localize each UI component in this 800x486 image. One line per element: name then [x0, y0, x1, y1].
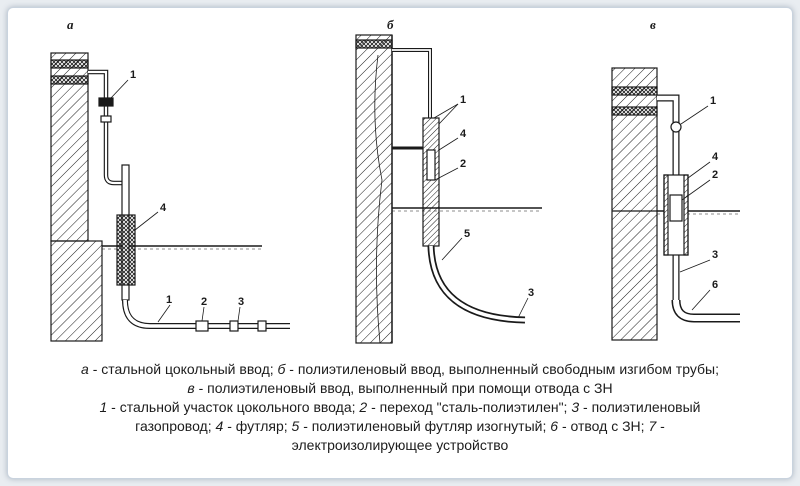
caption-line-5: электроизолирующее устройство: [291, 437, 509, 453]
steel-pipe-a-inner: [88, 72, 124, 183]
caption-num-6: 6: [550, 418, 559, 434]
leader-b-4: [439, 138, 458, 150]
caption-text-3: - полиэтиленовый: [579, 399, 701, 415]
leader-c-1: [681, 106, 708, 124]
insulating-joint-a: [99, 98, 113, 106]
caption-line-1: [40, 360, 760, 379]
figure-caption: [40, 360, 760, 455]
callout-a-1: 1: [130, 69, 137, 81]
caption-text-3b: газопровод;: [135, 418, 216, 434]
caption-text-1: - стальной участок цокольного ввода;: [107, 399, 360, 415]
transition-c: [670, 195, 682, 221]
wall-b: [356, 35, 392, 343]
valve-a: [101, 116, 111, 122]
caption-key-b: б: [277, 361, 286, 377]
caption-text-4: - футляр;: [223, 418, 292, 434]
joint-a-2: [258, 321, 266, 331]
callout-c-4: 4: [712, 151, 719, 163]
leader-b-3: [518, 298, 528, 318]
case-c-wall-l: [664, 175, 668, 255]
panel-b: [356, 35, 542, 343]
callout-a-4: 4: [160, 202, 167, 214]
leader-a-1b: [158, 305, 170, 322]
foundation-a: [51, 241, 102, 341]
caption-text-2: - переход "сталь-полиэтилен";: [367, 399, 572, 415]
callout-b-3: 3: [528, 287, 535, 299]
leader-c-4: [688, 162, 710, 178]
callout-b-4: 4: [460, 128, 467, 140]
caption-num-5: 5: [291, 418, 300, 434]
caption-text-a: - стальной цокольный ввод;: [88, 361, 278, 377]
top-pipe-b: [392, 50, 430, 118]
caption-text-7: -: [656, 418, 665, 434]
caption-key-c: в: [187, 380, 195, 396]
joint-a-1: [230, 321, 238, 331]
case-c-wall-r: [684, 175, 688, 255]
leader-b-1a: [434, 104, 458, 118]
caption-num-3: 3: [571, 399, 580, 415]
wall-c-lintel: [612, 107, 657, 115]
callout-c-2: 2: [712, 169, 719, 181]
leader-b-1b: [439, 104, 458, 124]
callout-c-1: 1: [710, 95, 717, 107]
elbow-c-inner: [676, 300, 740, 318]
caption-num-1: 1: [99, 399, 108, 415]
insulating-joint-c: [671, 122, 681, 132]
callout-b-2: 2: [460, 158, 467, 170]
leader-a-1: [110, 80, 128, 99]
leader-a-2: [202, 307, 204, 321]
caption-num-4: 4: [215, 418, 224, 434]
leader-c-3: [680, 260, 710, 272]
caption-line-4: [40, 417, 760, 436]
callout-a-1b: 1: [166, 294, 173, 306]
case-a: [117, 215, 135, 285]
caption-line-3: [40, 398, 760, 417]
top-pipe-b-inner: [392, 50, 430, 118]
caption-text-b: - полиэтиленовый ввод, выполненный свободным изгибом трубы;: [285, 361, 719, 377]
caption-text-c: - полиэтиленовый ввод, выполненный при помощи отвода с ЗН: [194, 380, 613, 396]
leader-c-6: [692, 290, 710, 310]
callout-a-3: 3: [238, 296, 245, 308]
case-b: [423, 118, 439, 246]
leader-a-3: [238, 307, 240, 321]
wall-b-cap: [356, 40, 392, 48]
panel-label-a: а: [67, 17, 74, 32]
wall-c-cap: [612, 87, 657, 95]
caption-num-2: 2: [359, 399, 368, 415]
callout-c-6: 6: [712, 279, 719, 291]
caption-key-a: а: [81, 361, 89, 377]
caption-line-2: [40, 379, 760, 398]
transition-a: [196, 321, 208, 331]
wall-a-cap: [51, 60, 88, 68]
caption-text-5: - полиэтиленовый футляр изогнутый;: [299, 418, 551, 434]
callout-b-5: 5: [464, 228, 471, 240]
wall-a-lintel: [51, 76, 88, 84]
panel-c: [612, 68, 740, 340]
transition-b: [427, 150, 435, 180]
panel-label-b: б: [387, 17, 394, 32]
leader-b-5: [442, 238, 462, 260]
callout-a-2: 2: [201, 296, 208, 308]
leader-a-4: [135, 212, 158, 230]
callout-b-1: 1: [460, 94, 467, 106]
caption-num-7: 7: [648, 418, 657, 434]
callout-c-3: 3: [712, 249, 719, 261]
panel-label-c: в: [650, 17, 656, 32]
caption-text-6: - отвод с ЗН;: [558, 418, 649, 434]
